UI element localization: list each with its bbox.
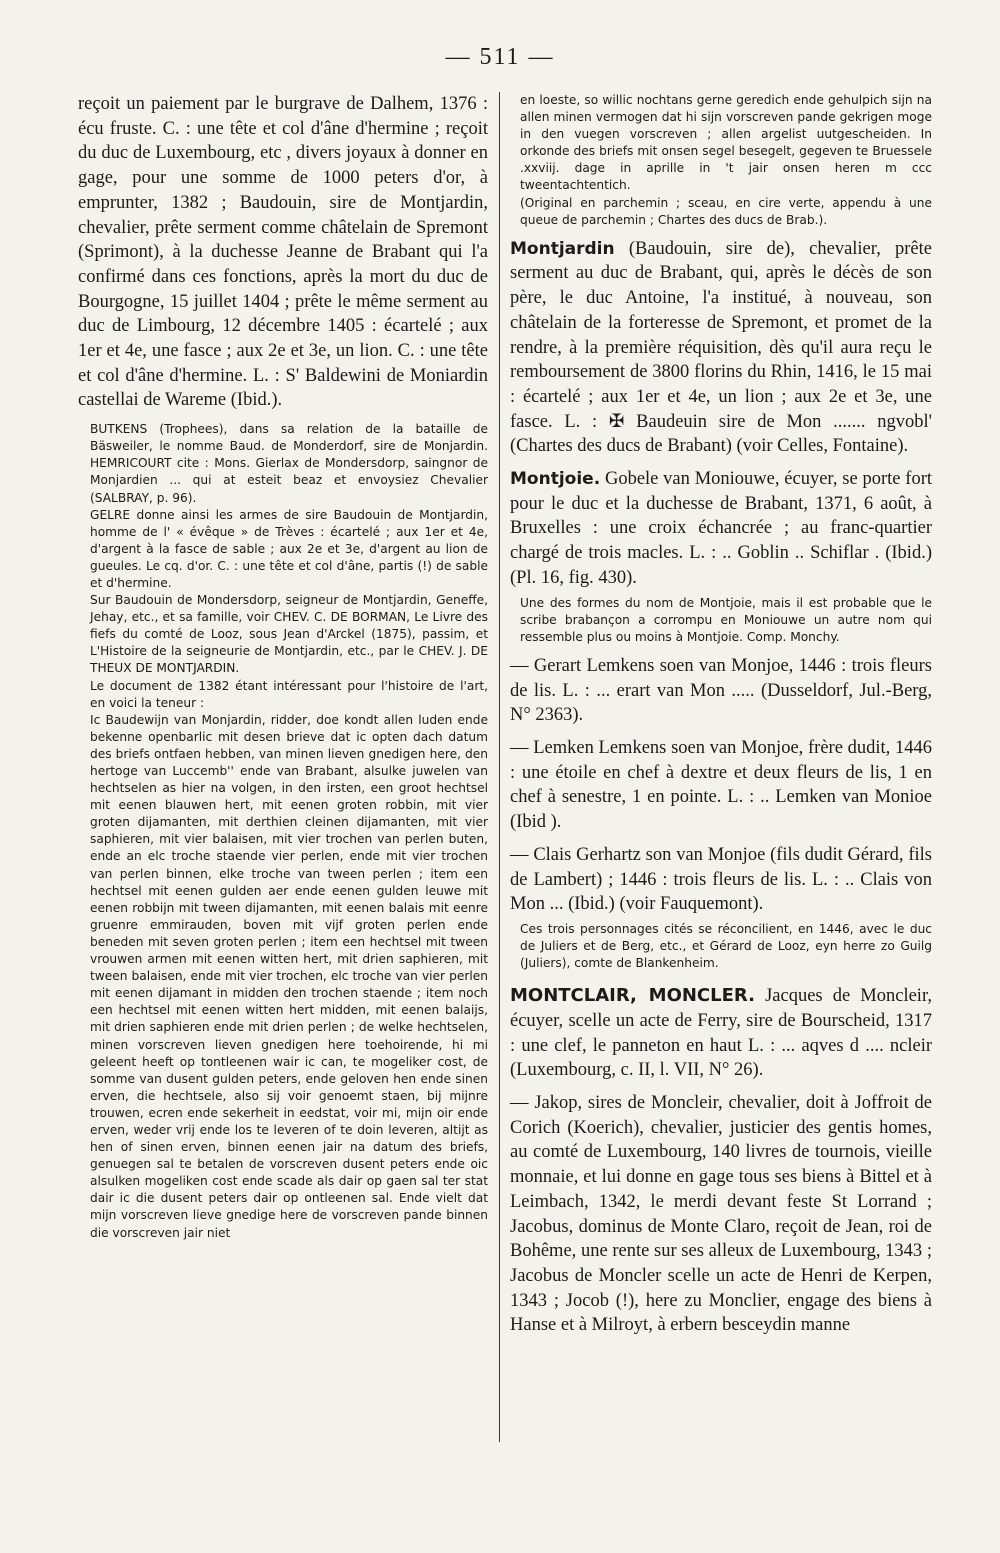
entry-gerart-lemkens: — Gerart Lemkens soen van Monjoe, 1446 : trois fleurs de lis. L. : ... erart van Mon ..... (Dusseldorf, Jul.-Berg, N° 2363).	[510, 655, 932, 726]
note-document-1382: Le document de 1382 étant intéressant pour l'histoire de l'art, en voici la teneur :	[90, 678, 488, 710]
source-note-original: (Original en parchemin ; sceau, en cire verte, appendu à une queue de parchemin ; Chartes des ducs de Brab.).	[520, 195, 932, 227]
entry-body-montclair: Jacques de Moncleir, écuyer, scelle un acte de Ferry, sire de Bourscheid, 1317 : une clef, le panneton en haut L. : ... aqves d .... ncleir (Luxembourg, c. II, l. VII, N° 26).	[510, 986, 932, 1081]
paragraph-montjardin-continued: reçoit un paiement par le burgrave de Dalhem, 1376 : écu fruste. C. : une tête et col d'âne d'hermine ; reçoit du duc de Luxembourg, etc , divers joyaux à donner en gage, pour une somme de 1000 peters d'or, à emprunter, 1382 ; Baudouin, sire de Montjardin, chevalier, prête serment comme châtelain de Spremont (Sprimont), à la duchesse Jeanne de Brabant qui l'a confirmé dans ces fonctions, après la mort du duc de Bourgogne, 15 juillet 1404 ; prête le même serment au duc de Limbourg, 12 décembre 1405 : écartelé ; aux 1er et 4e, une fasce ; aux 2e et 3e, un lion. C. : une tête et col d'âne d'hermine. L. : S' Baldewini de Moniardin castellai de Wareme (Ibid.).	[78, 94, 488, 411]
document-text-continued: en loeste, so willic nochtans gerne geredich ende gehulpich sijn na allen minen vermogen dat hi sijn vorscreven pande gekrigen moge in den vuegen vorscreven ; allen argelist uutgescheiden. In orkonde des briefs mit onsen segel besegelt, gegeven te Bruessele .xxviij. dage in aprille in 't jair onsen heren m ccc tweentachtentich.	[520, 93, 932, 193]
note-mondersdorp: Sur Baudouin de Mondersdorp, seigneur de Montjardin, Geneffe, Jehay, etc., et sa famille, voir CHEV. C. DE BORMAN, Le Livre des fiefs du comté de Looz, sous Jean d'Arckel (1875), passim, et L'Histoire de la seigneurie de Montjardin, etc., par le CHEV. J. DE THEUX DE MONTJARDIN.	[90, 593, 488, 676]
entry-jakop-moncleir: — Jakop, sires de Moncleir, chevalier, doit à Joffroit de Corich (Koerich), chevalier, justicier des gentis homes, au comté de Luxembourg, 140 livres de tournois, vieille monnaie, et lui donne en gage tous ses biens à Bittel et à Leimbach, 1342, le merdi devant feste St Lorrand ; Jacobus, dominus de Monte Claro, reçoit de Jean, roi de Bohême, une rente sur ses alleux de Luxembourg, 1343 ; Jacobus de Moncler scelle un acte de Henri de Kerpen, 1343 ; Jocob (!), here zu Monclier, engage des biens à Hanse et à Milroyt, à erbern besceydin manne	[510, 1093, 932, 1336]
entry-montjoie	[510, 467, 932, 591]
note-reconciliation: Ces trois personnages cités se réconcilient, en 1446, avec le duc de Juliers et de Berg, etc., et Gérard de Looz, eyn herre zo Guilg (Juliers), comte de Blankenheim.	[520, 921, 932, 971]
note-butkens: BUTKENS (Trophees), dans sa relation de la bataille de Bäsweiler, le nomme Baud. de Monderdorf, sire de Monjardin. HEMRICOURT cite : Mons. Gierlax de Mondersdorp, saingnor de Monjardien ... qui at esteit beaz et envoysiez Chevalier (SALBRAY, p. 96).	[90, 422, 488, 505]
note-gelre: GELRE donne ainsi les armes de sire Baudouin de Montjardin, homme de l' « évêque » de Trèves : écartelé ; aux 1er et 4e, d'argent à la fasce de sable ; aux 2e et 3e, d'argent au lion de gueules. Le cq. d'or. C. : une tête et col d'âne, partis (!) de sable et d'hermine.	[90, 507, 488, 590]
note-montjoie: Une des formes du nom de Montjoie, mais il est probable que le scribe brabançon a corrompu en Moniouwe un autre nom qui ressemble plus ou moins à Montjoie. Comp. Monchy.	[520, 595, 932, 644]
entry-montclair	[510, 984, 932, 1083]
entry-lemken-lemkens: — Lemken Lemkens soen van Monjoe, frère dudit, 1446 : une étoile en chef à dextre et deux fleurs de lis, 1 en chef à senestre, 1 en pointe. L. : .. Lemken van Monioe (Ibid ).	[510, 737, 932, 833]
entry-heading-montclair: MONTCLAIR, MONCLER.	[510, 985, 755, 1007]
column-divider	[499, 92, 500, 1442]
left-column	[78, 92, 488, 1242]
entry-clais-gerhartz: — Clais Gerhartz son van Monjoe (fils dudit Gérard, fils de Lambert) ; 1446 : trois fleurs de lis. L. : .. Clais von Mon ... (Ibid.) (voir Fauquemont).	[510, 844, 932, 915]
right-column	[510, 92, 932, 1338]
entry-body-montjardin: (Baudouin, sire de), chevalier, prête serment au duc de Brabant, qui, après le décès de son père, le duc Antoine, l'a institué, à nouveau, son châtelain de la forteresse de Spremont, et promet de la rendre, à la première réquisition, dès qu'il aura reçu le remboursement de 3800 florins du Rhin, 1416, le 15 mai : écartelé ; aux 1er et 4e, un lion ; aux 2e et 3e, une fasce. L. : ✠ Baudeuin sire de Mon ....... ngvobl' (Chartes des ducs de Brabant) (voir Celles, Fontaine).	[510, 238, 932, 457]
document-text-1382: Ic Baudewijn van Monjardin, ridder, doe kondt allen luden ende bekenne openbarlic mit desen brieve dat ic opten dach datum des briefs ontfaen hebben, van minen lieven gnedigen here, den hertoge van Luccemb'' ende van Brabant, alsulke juwelen van hechtselen as hier na volgen, in den irsten, een groot hechtsel mit eenen blauwen hert, mit eenen groten robbin, mit vier groten dijamanten, mit derthien cleinen dijamanten, mit vier saphieren, mit vier balaisen, mit vier trochen van perlen buten, ende an elc troche staende vier perlen, ende mit vier trochen van perlen binnen, elke troche van tween perlen ; item een hechtsel mit eenen gulden aer ende eenen gulden leuwe mit eenen robbijn mit tween dijamanten, mit eenen balais mit eenre gruenre emmirauden, boven mit vijf groten perlen ende beneden mit seven groten perlen ; item een hechtsel mit tween vrouwen armen mit eenen witten hert, mit drien saphieren, mit tween balaisen, ende mit vier trochen, elc troche van vier perlen mit eenen dijamant in midden den trochen staende ; item noch een hechtsel mit eenen witten hert midden, mit eenen balaijs, mit drien saphieren ende mit drien perlen ; de welke hechtselen, minen vorscreven lieven gnedigen here toehoirende, hi mi geleent heeft op tontleenen wair ic can, te mogeliker cost, de somme van dusent gulden peters, ende geloven hen ende sinen erven, die hechtsele, also sij voir genoemt staen, bij mijnre trouwen, ecren ende sekerheit in eedstat, voir mi, mijn oir ende erven, weder vrij ende los te leveren of te doin leveren, altijt as hen of sinen erven, binnen eenen jair na datum des briefs, genuegen sal te betalen de vorscreven dusent peters ende oic alsulken mogeliken cost ende scade als dair op gaen sal ter stat dair ic die dusent peters dair op ontleenen sal. Ende vielt dat mijn vorscreven lieve gnedige here de vorscreven pande binnen die vorscreven jair niet	[90, 712, 488, 1240]
entry-heading-montjardin: Montjardin	[510, 238, 615, 259]
entry-body-montjoie: Gobele van Moniouwe, écuyer, se porte fort pour le duc et la duchesse de Brabant, 1371, 6 août, à Bruxelles : une croix échancrée ; au franc-quartier chargé de trois macles. L. : .. Goblin .. Schiflar . (Ibid.) (Pl. 16, fig. 430).	[510, 469, 932, 588]
entry-heading-montjoie: Montjoie.	[510, 469, 601, 490]
entry-montjardin	[510, 237, 932, 459]
page-number: — 511 —	[445, 44, 555, 70]
